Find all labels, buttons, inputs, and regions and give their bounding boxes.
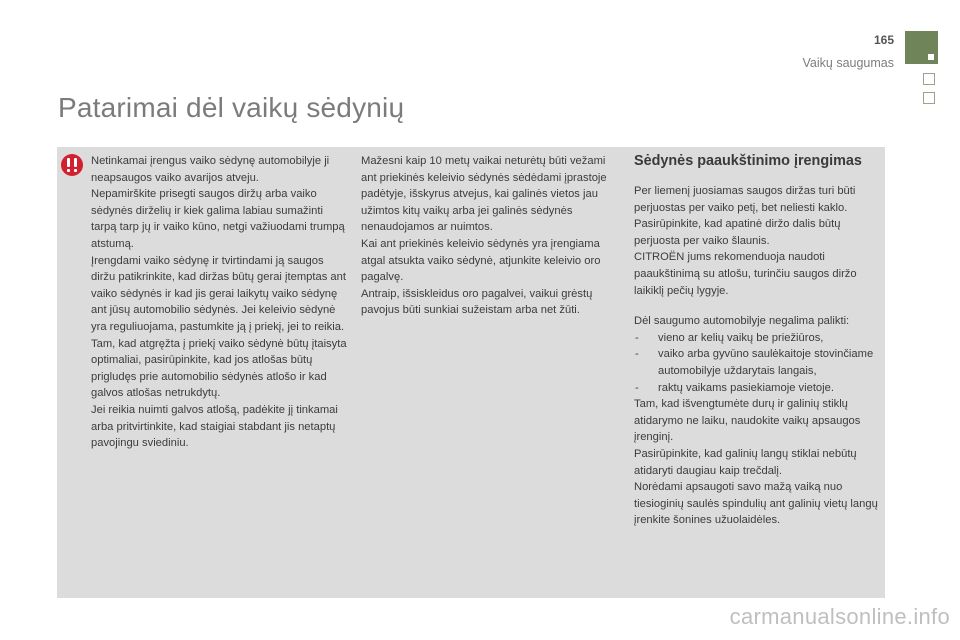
section-title: Vaikų saugumas xyxy=(802,56,894,70)
warning-paragraph: Jei reikia nuimti galvos atlošą, padėkite jį tinkamai arba pritvirtinkite, kad staigiai stabdant jis netaptų pavojingu sviediniu. xyxy=(91,403,338,450)
booster-paragraph: Pasirūpinkite, kad apatinė diržo dalis būtų perjuosta per vaiko šlaunis. xyxy=(634,218,841,247)
chapter-tab-3[interactable] xyxy=(923,92,935,104)
chapter-tab-2[interactable] xyxy=(923,73,935,85)
list-item: - vieno ar kelių vaikų be priežiūros, xyxy=(634,330,884,347)
front-seat-paragraph: Kai ant priekinės keleivio sėdynės yra įrengiama atgal atsukta vaiko sėdynė, atjunkite keleivio oro pagalvę. xyxy=(361,237,601,284)
safety-paragraph: Tam, kad išvengtumėte durų ir galinių stiklų atidarymo ne laiku, naudokite vaikų apsaugos įrenginį. xyxy=(634,398,861,444)
booster-seat-heading: Sėdynės paaukštinimo įrengimas xyxy=(634,153,862,169)
warning-paragraph: Nepamirškite prisegti saugos diržų arba vaiko sėdynės dirželių ir kiek galima labiau sumažinti tarpą tarp jų ir vaiko kūno, netgi važiuodami trumpą atstumą. xyxy=(91,188,345,250)
front-seat-paragraph: Mažesni kaip 10 metų vaikai neturėtų būti vežami ant priekinės keleivio sėdynės sėdėdami įprastoje padėtyje, išskyrus atvejus, kai galinės vietos jau užimtos kitų vaikų arba jei galinės sėdynės nenaudojamos ar nuimtos. xyxy=(361,155,607,234)
list-item: - vaiko arba gyvūno saulėkaitoje stovinčiame automobilyje uždarytais langais, xyxy=(634,346,884,379)
safety-paragraph: Pasirūpinkite, kad galinių langų stiklai nebūtų atidaryti daugiau kaip trečdalį. xyxy=(634,447,857,477)
warning-column xyxy=(91,153,347,452)
front-seat-paragraph: Antraip, išsiskleidus oro pagalvei, vaikui grėstų pavojus būti sunkiai sužeistam arba net žūti. xyxy=(361,287,593,317)
chapter-tab-marker-icon xyxy=(928,54,934,60)
page-title: Patarimai dėl vaikų sėdynių xyxy=(58,92,405,123)
warning-paragraph: Įrengdami vaiko sėdynę ir tvirtindami ją saugos diržu patikrinkite, kad diržas būtų gerai įtemptas ant vaiko sėdynės ir kad jis gerai laikytų vaiko sėdynę ant jūsų automobilio sėdynės. Jei keleivio sėdynė yra reguliuojama, pastumkite ją į priekį, jei to reikia. xyxy=(91,254,346,333)
booster-paragraph: CITROËN jums rekomenduoja naudoti paaukštinimą su atlošu, turinčiu saugos diržo laikiklį pečių lygyje. xyxy=(634,251,857,297)
safety-paragraph: Norėdami apsaugoti savo mažą vaiką nuo tiesioginių saulės spindulių ant galinių vietų langų įrenkite šonines užuolaidėles. xyxy=(634,481,878,527)
front-seat-column xyxy=(361,153,609,319)
double-exclamation-warning-icon xyxy=(61,154,83,176)
booster-seat-column xyxy=(634,153,884,529)
safety-list xyxy=(634,330,884,396)
safety-intro: Dėl saugumo automobilyje negalima palikti: xyxy=(634,315,850,328)
page-number: 165 xyxy=(873,33,894,47)
warning-paragraph: Netinkamai įrengus vaiko sėdynę automobilyje ji neapsaugos vaiko avarijos atveju. xyxy=(91,155,330,184)
chapter-tab-active[interactable] xyxy=(905,31,938,64)
warning-paragraph: Tam, kad atgręžta į priekį vaiko sėdynė būtų įtaisyta optimaliai, pasirūpinkite, kad jos atlošas būtų prigludęs prie automobilio sėdynės atlošo ir kad galvos atlošas netrukdytų. xyxy=(91,337,347,400)
booster-paragraph: Per liemenį juosiamas saugos diržas turi būti perjuostas per vaiko petį, bet neliesti kaklo. xyxy=(634,185,856,214)
watermark: carmanualsonline.info xyxy=(729,604,950,629)
list-item: - raktų vaikams pasiekiamoje vietoje. xyxy=(634,380,884,397)
paragraph-spacer xyxy=(634,299,884,313)
